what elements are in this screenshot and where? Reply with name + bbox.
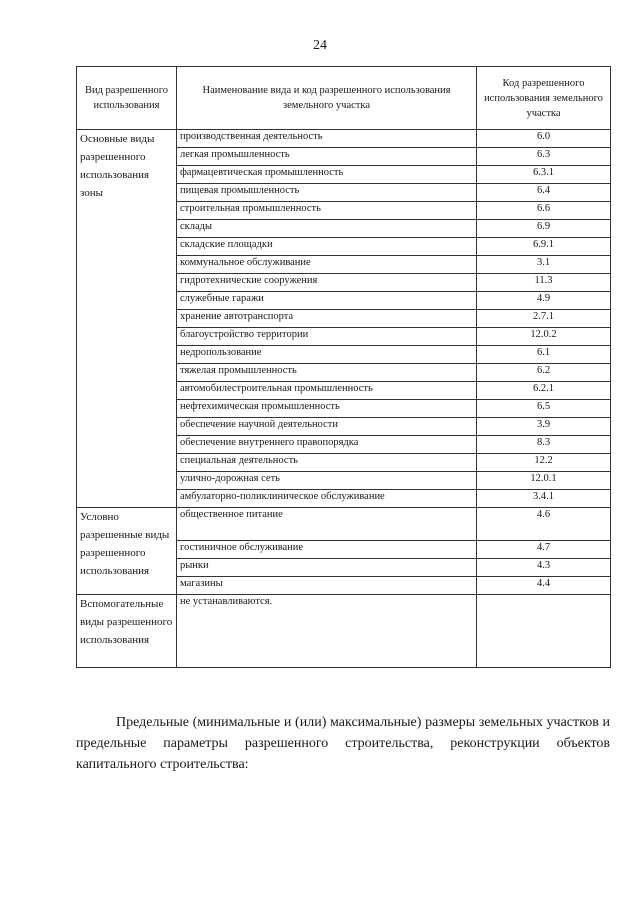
body-paragraph: Предельные (минимальные и (или) максимальные) размеры земельных участков и предельные параметры разрешенного строительства, реконструкции объектов капитального строительства: xyxy=(76,715,610,772)
use-code-cell: 4.3 xyxy=(477,559,611,577)
use-code-cell: 3.1 xyxy=(477,256,611,274)
use-name-cell: благоустройство территории xyxy=(177,328,477,346)
use-name-cell: строительная промышленность xyxy=(177,202,477,220)
header-code: Код разрешенного использования земельного участка xyxy=(477,67,611,130)
table-body xyxy=(77,130,611,668)
land-use-table xyxy=(76,66,611,668)
category-cell: Условно разрешенные виды разрешенного использования xyxy=(77,508,177,595)
use-name-cell: гидротехнические сооружения xyxy=(177,274,477,292)
use-name-cell: склады xyxy=(177,220,477,238)
use-code-cell xyxy=(477,595,611,668)
use-code-cell: 4.9 xyxy=(477,292,611,310)
use-code-cell: 11.3 xyxy=(477,274,611,292)
use-code-cell: 6.4 xyxy=(477,184,611,202)
use-code-cell: 6.5 xyxy=(477,400,611,418)
use-code-cell: 6.0 xyxy=(477,130,611,148)
use-code-cell: 4.7 xyxy=(477,541,611,559)
use-name-cell: пищевая промышленность xyxy=(177,184,477,202)
use-name-cell: фармацевтическая промышленность xyxy=(177,166,477,184)
use-code-cell: 3.9 xyxy=(477,418,611,436)
table-header-row xyxy=(77,67,611,130)
table-row xyxy=(77,130,611,148)
use-name-cell: нефтехимическая промышленность xyxy=(177,400,477,418)
use-code-cell: 6.2.1 xyxy=(477,382,611,400)
use-name-cell: легкая промышленность xyxy=(177,148,477,166)
use-name-cell: обеспечение научной деятельности xyxy=(177,418,477,436)
category-cell: Вспомогательные виды разрешенного использования xyxy=(77,595,177,668)
use-code-cell: 6.3.1 xyxy=(477,166,611,184)
use-code-cell: 12.0.2 xyxy=(477,328,611,346)
use-name-cell: общественное питание xyxy=(177,508,477,541)
use-code-cell: 12.0.1 xyxy=(477,472,611,490)
use-code-cell: 3.4.1 xyxy=(477,490,611,508)
use-name-cell: складские площадки xyxy=(177,238,477,256)
use-name-cell: обеспечение внутреннего правопорядка xyxy=(177,436,477,454)
use-code-cell: 4.6 xyxy=(477,508,611,541)
use-code-cell: 6.9 xyxy=(477,220,611,238)
use-code-cell: 6.6 xyxy=(477,202,611,220)
table-row xyxy=(77,508,611,541)
use-name-cell: автомобилестроительная промышленность xyxy=(177,382,477,400)
use-name-cell: улично-дорожная сеть xyxy=(177,472,477,490)
use-name-cell: гостиничное обслуживание xyxy=(177,541,477,559)
use-name-cell: производственная деятельность xyxy=(177,130,477,148)
use-name-cell: хранение автотранспорта xyxy=(177,310,477,328)
use-code-cell: 4.4 xyxy=(477,577,611,595)
header-name: Наименование вида и код разрешенного использования земельного участка xyxy=(177,67,477,130)
use-code-cell: 6.9.1 xyxy=(477,238,611,256)
use-code-cell: 6.2 xyxy=(477,364,611,382)
use-name-cell: служебные гаражи xyxy=(177,292,477,310)
use-name-cell: недропользование xyxy=(177,346,477,364)
use-name-cell: тяжелая промышленность xyxy=(177,364,477,382)
use-name-cell: рынки xyxy=(177,559,477,577)
category-cell: Основные виды разрешенного использования зоны xyxy=(77,130,177,508)
use-code-cell: 12.2 xyxy=(477,454,611,472)
use-name-cell: специальная деятельность xyxy=(177,454,477,472)
use-code-cell: 6.1 xyxy=(477,346,611,364)
use-code-cell: 2.7.1 xyxy=(477,310,611,328)
table-row xyxy=(77,595,611,668)
use-name-cell: магазины xyxy=(177,577,477,595)
page-number: 24 xyxy=(313,38,327,53)
use-name-cell: амбулаторно-поликлиническое обслуживание xyxy=(177,490,477,508)
header-category: Вид разрешенного использования xyxy=(77,67,177,130)
use-name-cell: не устанавливаются. xyxy=(177,595,477,668)
use-name-cell: коммунальное обслуживание xyxy=(177,256,477,274)
use-code-cell: 6.3 xyxy=(477,148,611,166)
use-code-cell: 8.3 xyxy=(477,436,611,454)
